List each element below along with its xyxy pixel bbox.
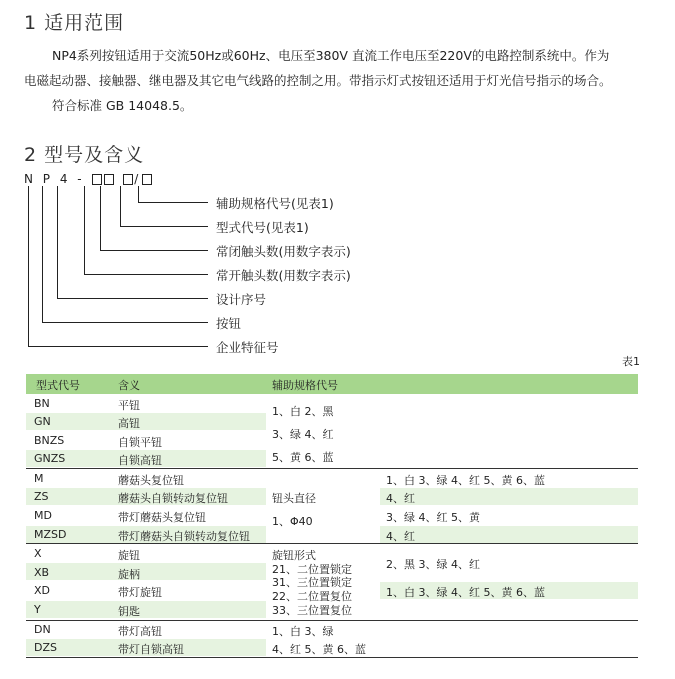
table-caption: 表1 <box>622 355 640 368</box>
spec-group4-line: 4、红 5、黄 6、蓝 <box>272 643 366 656</box>
leader-line <box>120 226 208 227</box>
header-type-code: 型式代号 <box>36 379 80 392</box>
header-meaning: 含义 <box>118 379 140 392</box>
row-meaning: 自锁高钮 <box>118 454 162 467</box>
row-code: BNZS <box>34 434 65 447</box>
spec-group2-right: 4、红 <box>386 492 415 505</box>
row-meaning: 蘑菇头自锁转动复位钮 <box>118 492 228 505</box>
annotation-type-code: 型式代号(见表1) <box>216 220 309 235</box>
header-aux-spec: 辅助规格代号 <box>272 379 338 392</box>
spec-group1-line: 1、白 2、黑 <box>272 405 334 418</box>
table-bottom-rule <box>26 657 638 658</box>
row-code: X <box>34 547 42 560</box>
spec-group1-line: 3、绿 4、红 <box>272 428 334 441</box>
leader-line <box>42 322 208 323</box>
row-code: GNZS <box>34 452 66 465</box>
section1-title: 1 适用范围 <box>24 12 125 34</box>
leader-line <box>57 186 58 298</box>
leader-line <box>84 186 85 274</box>
spec-group3-left: 旋钮形式 <box>272 549 316 562</box>
row-code: M <box>34 472 44 485</box>
group-divider <box>26 620 638 621</box>
row-code: ZS <box>34 490 49 503</box>
leader-line <box>28 186 29 346</box>
leader-line <box>138 202 208 203</box>
section2-title: 2 型号及含义 <box>24 144 145 166</box>
annotation-aux-spec: 辅助规格代号(见表1) <box>216 196 334 211</box>
row-meaning: 平钮 <box>118 399 140 412</box>
row-code: GN <box>34 415 51 428</box>
row-meaning: 蘑菇头复位钮 <box>118 474 184 487</box>
row-meaning: 自锁平钮 <box>118 436 162 449</box>
spec-group1-line: 5、黄 6、蓝 <box>272 451 334 464</box>
row-code: XB <box>34 566 50 579</box>
row-code: DZS <box>34 641 57 654</box>
leader-line <box>57 298 208 299</box>
leader-line <box>100 186 101 250</box>
row-code: MZSD <box>34 528 67 541</box>
row-meaning: 带灯蘑菇头复位钮 <box>118 511 206 524</box>
row-code: DN <box>34 623 51 636</box>
leader-line <box>100 250 208 251</box>
row-meaning: 带灯高钮 <box>118 625 162 638</box>
spec-group2-right: 3、绿 4、红 5、黄 <box>386 511 480 524</box>
row-code: Y <box>34 603 41 616</box>
placeholder-box <box>92 174 102 185</box>
spec-group2-left: 钮头直径 <box>272 492 316 505</box>
intro-line-2: 电磁起动器、接触器、继电器及其它电气线路的控制之用。带指示灯式按钮还适用于灯光信号指示的场合。 <box>24 73 612 88</box>
spec-group3-left: 31、三位置锁定 <box>272 576 352 589</box>
row-meaning: 带灯蘑菇头自锁转动复位钮 <box>118 530 250 543</box>
placeholder-box <box>104 174 114 185</box>
leader-line <box>84 274 208 275</box>
annotation-company-code: 企业特征号 <box>216 340 279 355</box>
annotation-button: 按钮 <box>216 316 242 331</box>
spec-group3-right: 1、白 3、绿 4、红 5、黄 6、蓝 <box>386 586 545 599</box>
spec-group4-line: 1、白 3、绿 <box>272 625 334 638</box>
model-code <box>24 172 153 186</box>
leader-line <box>28 346 208 347</box>
group-divider <box>26 468 638 469</box>
spec-group2-right: 4、红 <box>386 530 415 543</box>
intro-line-1: NP4系列按钮适用于交流50Hz或60Hz、电压至380V 直流工作电压至220V的电路控制系统中。作为 <box>52 48 610 63</box>
row-stripe <box>26 601 266 618</box>
row-stripe <box>26 413 266 430</box>
row-meaning: 带灯旋钮 <box>118 586 162 599</box>
spec-group3-left: 33、三位置复位 <box>272 604 352 617</box>
annotation-nc-contacts: 常闭触头数(用数字表示) <box>216 244 351 259</box>
placeholder-box <box>123 174 133 185</box>
row-meaning: 高钮 <box>118 417 140 430</box>
spec-group2-left: 1、Φ40 <box>272 515 313 528</box>
spec-group3-right: 2、黑 3、绿 4、红 <box>386 558 480 571</box>
model-code-prefix: N P 4 - <box>24 172 85 186</box>
leader-line <box>138 186 139 202</box>
row-code: BN <box>34 397 50 410</box>
row-meaning: 带灯自锁高钮 <box>118 643 184 656</box>
placeholder-box <box>142 174 152 185</box>
row-meaning: 旋钮 <box>118 549 140 562</box>
spec-group2-right: 1、白 3、绿 4、红 5、黄 6、蓝 <box>386 474 545 487</box>
spec-group3-left: 22、二位置复位 <box>272 590 352 603</box>
standard-line: 符合标准 GB 14048.5。 <box>52 98 193 113</box>
leader-line <box>42 186 43 322</box>
row-code: XD <box>34 584 51 597</box>
row-stripe <box>26 563 266 580</box>
annotation-design-seq: 设计序号 <box>216 292 267 307</box>
row-meaning: 钥匙 <box>118 605 140 618</box>
spec-stripe <box>380 488 638 505</box>
row-code: MD <box>34 509 52 522</box>
model-code-slash: / <box>134 172 142 186</box>
spec-group3-left: 21、二位置锁定 <box>272 563 352 576</box>
spec-stripe <box>380 526 638 543</box>
row-meaning: 旋柄 <box>118 568 140 581</box>
leader-line <box>120 186 121 226</box>
annotation-no-contacts: 常开触头数(用数字表示) <box>216 268 351 283</box>
